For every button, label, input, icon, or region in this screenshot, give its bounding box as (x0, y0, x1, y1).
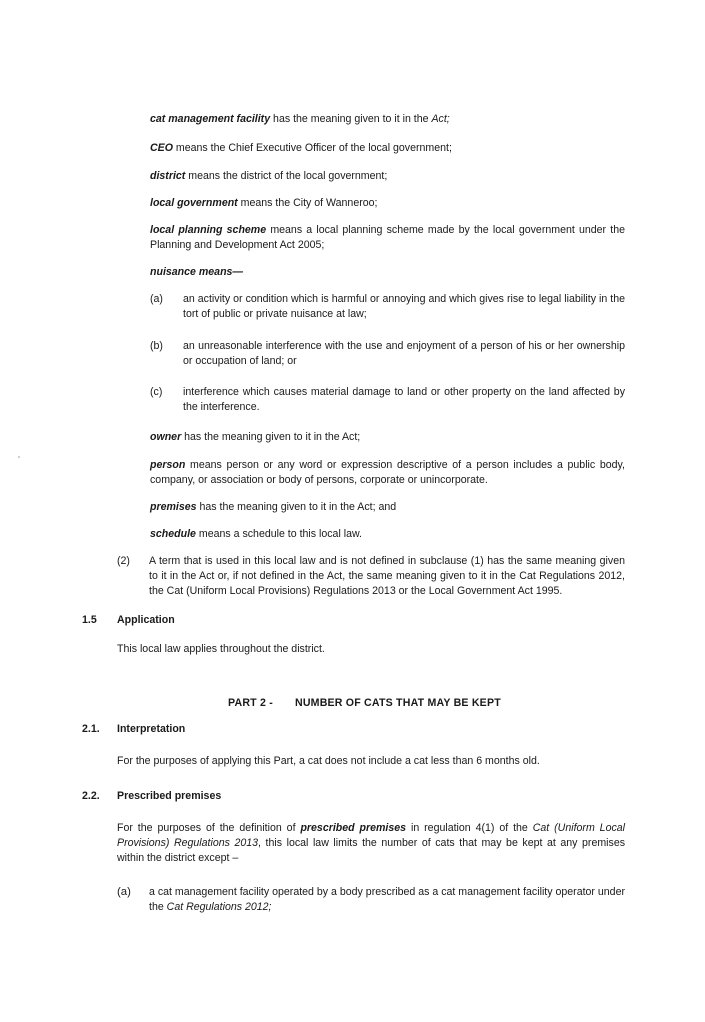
defined-term: prescribed premises (300, 822, 407, 834)
defined-term: cat management facility (150, 113, 271, 125)
definition-district (150, 169, 625, 184)
intro-text: , this local law limits the number of cats that may be kept at any premises within the district except – (117, 837, 626, 864)
section-body (117, 821, 625, 866)
definition-premises (150, 500, 625, 515)
definition-person (150, 458, 625, 488)
item-label: (a) (150, 293, 163, 305)
defined-term: local planning scheme (150, 224, 267, 236)
defined-term: person (150, 459, 186, 471)
definition-local-government (150, 196, 625, 211)
item-text: interference which causes material damage to land or other property on the land affected by the interference. (183, 386, 625, 413)
defined-term: local government (150, 197, 238, 209)
section-number: 1.5 (82, 614, 97, 626)
subclause-text: A term that is used in this local law and is not defined in subclause (1) has the same meaning given to it in the Act or, if not defined in the Act, the same meaning given to it in the Cat Regulations 2012, the Cat (Uniform Local Provisions) Regulations 2013 or the Local Government Act 1995. (149, 555, 625, 597)
regulation-title: Cat Regulations 2012; (166, 901, 272, 913)
item-label: (b) (150, 340, 163, 352)
item-label: (a) (117, 886, 131, 898)
item-text (149, 885, 625, 915)
section-title: Interpretation (117, 723, 186, 735)
section-title: Prescribed premises (117, 790, 222, 802)
part-title: NUMBER OF CATS THAT MAY BE KEPT (294, 697, 501, 709)
item-text-plain: a cat management facility operated by a body prescribed as a cat management facility operator under the (149, 886, 625, 913)
intro-text: For the purposes of the definition of (117, 822, 301, 834)
part-number: PART 2 - (228, 697, 273, 709)
section-title: Application (117, 614, 175, 626)
definition-cat-management-facility (150, 112, 625, 127)
definition-text: means person or any word or expression descriptive of a person includes a public body, company, or association or body of persons, corporate or unincorporate. (150, 459, 625, 486)
section-number: 2.2. (82, 790, 100, 802)
definition-text: means the City of Wanneroo; (237, 197, 378, 209)
subclause-label: (2) (117, 555, 130, 567)
definition-text: means the Chief Executive Officer of the local government; (172, 142, 452, 154)
definition-owner (150, 430, 625, 445)
defined-term: premises (150, 501, 197, 513)
item-text: an unreasonable interference with the use and enjoyment of a person of his or her ownership or occupation of land; or (183, 340, 625, 367)
scan-speck (18, 456, 20, 458)
section-body: For the purposes of applying this Part, a cat does not include a cat less than 6 months old. (117, 755, 540, 767)
defined-term: schedule (150, 528, 196, 540)
definition-nuisance (150, 265, 625, 280)
intro-text: in regulation 4(1) of the (406, 822, 533, 834)
definition-local-planning-scheme (150, 223, 625, 253)
definition-text: has the meaning given to it in the Act; and (196, 501, 397, 513)
defined-term: owner (150, 431, 182, 443)
definition-italic-tail: Act; (431, 113, 450, 125)
defined-term: district (150, 170, 186, 182)
definition-text: means a schedule to this local law. (195, 528, 362, 540)
defined-term: CEO (150, 142, 173, 154)
definition-text: means a local planning scheme made by the local government under the Planning and Development Act 2005; (150, 224, 625, 251)
defined-term: nuisance means— (150, 266, 244, 278)
definition-ceo (150, 141, 625, 156)
definition-text: has the meaning given to it in the (270, 113, 432, 125)
definition-schedule (150, 527, 625, 542)
part-heading (228, 696, 501, 711)
section-body: This local law applies throughout the district. (117, 643, 325, 655)
item-label: (c) (150, 386, 163, 398)
item-text: an activity or condition which is harmful or annoying and which gives rise to legal liability in the tort of public or private nuisance at law; (183, 293, 625, 320)
definition-text: has the meaning given to it in the Act; (181, 431, 361, 443)
definition-text: means the district of the local government; (185, 170, 388, 182)
regulation-title: Cat (Uniform Local Provisions) Regulations 2013 (117, 822, 626, 849)
section-number: 2.1. (82, 723, 100, 735)
